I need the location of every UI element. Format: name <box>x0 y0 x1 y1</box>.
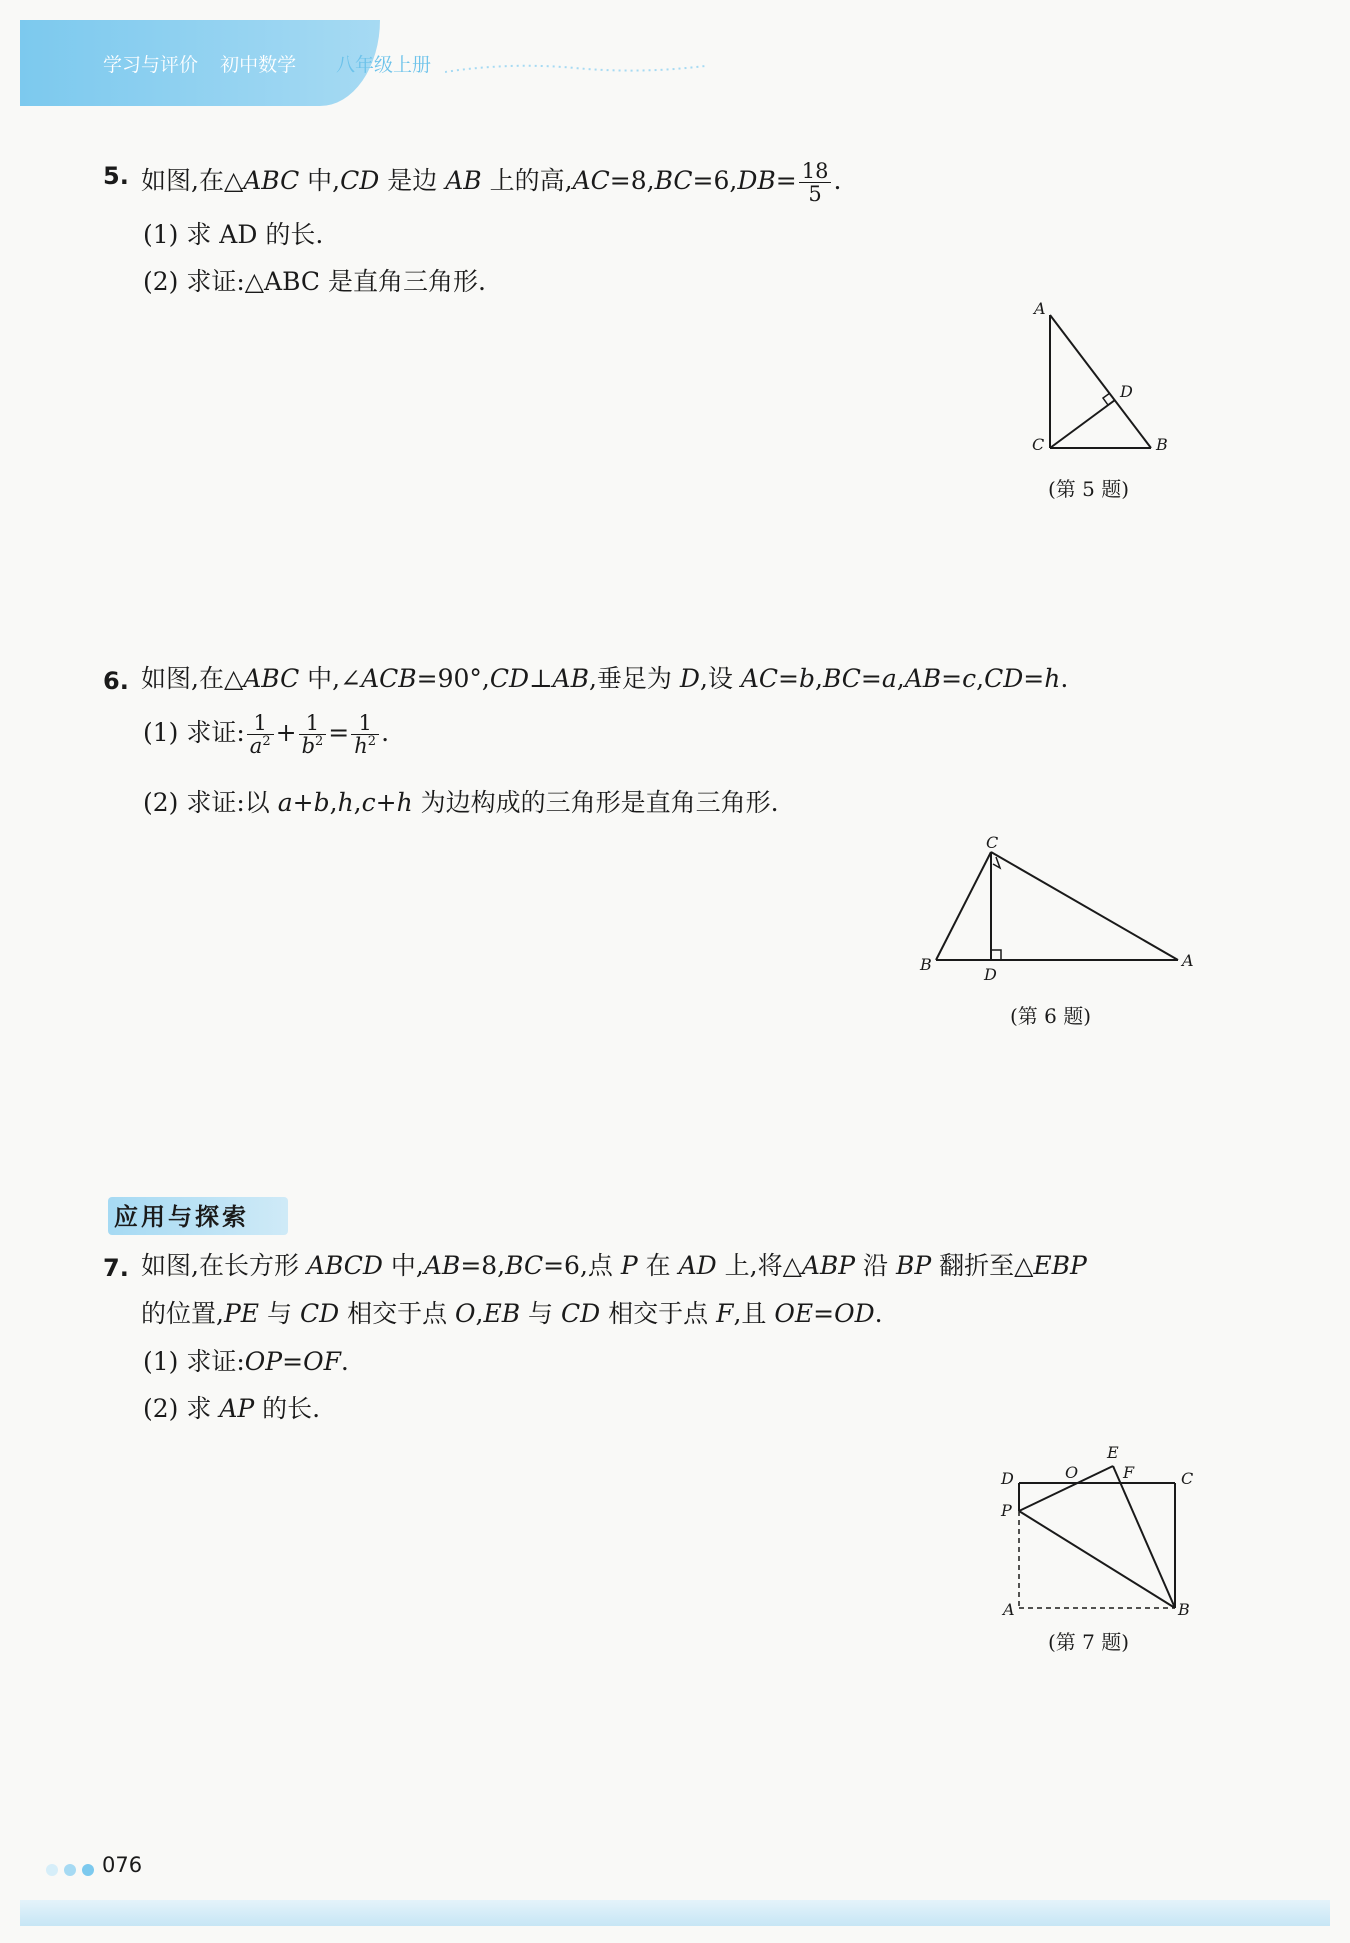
q1-fraction-1 <box>247 712 274 757</box>
problem-6-question-1: (1) 求证: $\frac{1}{a^2}$ + $\frac{1}{b^2}$ = $\frac{1}{h^2}$ . <box>143 711 390 759</box>
q1-f2-num: 1 <box>299 712 327 735</box>
fig6-label-c: C <box>986 833 999 852</box>
problem-5-number: 5. <box>103 162 129 190</box>
q1-fraction-3 <box>351 712 379 757</box>
fig7-label-e: E <box>1107 1443 1119 1462</box>
header-grade: 八年级上册 <box>336 54 432 76</box>
q1-f2-den: $b^2$ <box>301 734 324 759</box>
problem-5-question-2: (2) 求证:△ABC 是直角三角形. <box>143 267 486 296</box>
header-subject: 初中数学 <box>220 54 297 76</box>
problem-5-caption: (第 5 题) <box>1048 477 1130 501</box>
header-dotted-rule <box>445 62 705 76</box>
problem-7-question-1: (1) 求证:OP=OF. <box>143 1347 349 1376</box>
footer-band <box>20 1900 1330 1926</box>
problem-5-question-1: (1) 求 AD 的长. <box>143 220 324 249</box>
problem-5-stem: 如图,在△ABC 中,CD 是边 AB 上的高,AC=8,BC=6,DB= $\frac{18}{5}$ . <box>141 159 842 207</box>
q1-fraction-2 <box>299 712 327 757</box>
problem-6-number: 6. <box>103 667 129 695</box>
fig7-label-b: B <box>1178 1600 1190 1619</box>
page-number: 076 <box>102 1853 143 1877</box>
section-title: 应用与探索 <box>114 1203 249 1231</box>
fig7-label-c: C <box>1181 1469 1194 1488</box>
problem-6-caption: (第 6 题) <box>1010 1004 1092 1028</box>
problem-7-question-2: (2) 求 AP 的长. <box>143 1394 321 1423</box>
fig5-label-a: A <box>1034 299 1046 318</box>
q1-f1-den: $a^2$ <box>249 734 271 759</box>
fig5-label-d: D <box>1120 382 1133 401</box>
problem-5-frac-den: 5 <box>808 182 822 207</box>
problem-7-number: 7. <box>103 1254 129 1282</box>
fig7-label-a: A <box>1003 1600 1015 1619</box>
problem-6-question-2: (2) 求证:以 a+b,h,c+h 为边构成的三角形是直角三角形. <box>143 788 779 817</box>
fig5-label-c: C <box>1032 435 1045 450</box>
problem-5-stem-text: 如图,在△ABC 中,CD 是边 AB 上的高,AC=8,BC=6,DB= <box>141 166 797 196</box>
problem-5-frac-num: 18 <box>799 160 832 183</box>
problem-7-stem-line-1: 如图,在长方形 ABCD 中,AB=8,BC=6,点 P 在 AD 上,将△ABP 沿 BP 翻折至△EBP <box>141 1251 1087 1280</box>
fig6-label-d: D <box>984 965 997 984</box>
q1-f1-num: 1 <box>247 712 274 735</box>
header-series-subject <box>103 50 312 77</box>
figure-7 <box>995 1438 1215 1628</box>
problem-7-caption: (第 7 题) <box>1048 1630 1130 1654</box>
problem-7-stem-line-2: 的位置,PE 与 CD 相交于点 O,EB 与 CD 相交于点 F,且 OE=OD. <box>141 1299 883 1328</box>
figure-6 <box>910 830 1200 990</box>
fig7-label-d: D <box>1001 1469 1014 1488</box>
figure-5 <box>1020 290 1180 450</box>
page-number-dots <box>44 1862 98 1878</box>
fig5-label-b: B <box>1156 435 1168 450</box>
fig6-label-a: A <box>1182 951 1194 970</box>
fig7-label-o: O <box>1065 1463 1079 1482</box>
q1-f3-num: 1 <box>351 712 379 735</box>
problem-6-stem: 如图,在△ABC 中,∠ACB=90°,CD⊥AB,垂足为 D,设 AC=b,BC=a,AB=c,CD=h. <box>141 664 1069 693</box>
q1-f3-den: $h^2$ <box>354 734 377 759</box>
fig7-label-f: F <box>1123 1463 1135 1482</box>
problem-5-fraction <box>799 160 832 205</box>
header-series: 学习与评价 <box>103 54 199 76</box>
fig6-label-b: B <box>920 955 932 974</box>
fig7-label-p: P <box>1001 1501 1012 1520</box>
problem-6-q1-prefix: (1) 求证: <box>143 718 245 748</box>
